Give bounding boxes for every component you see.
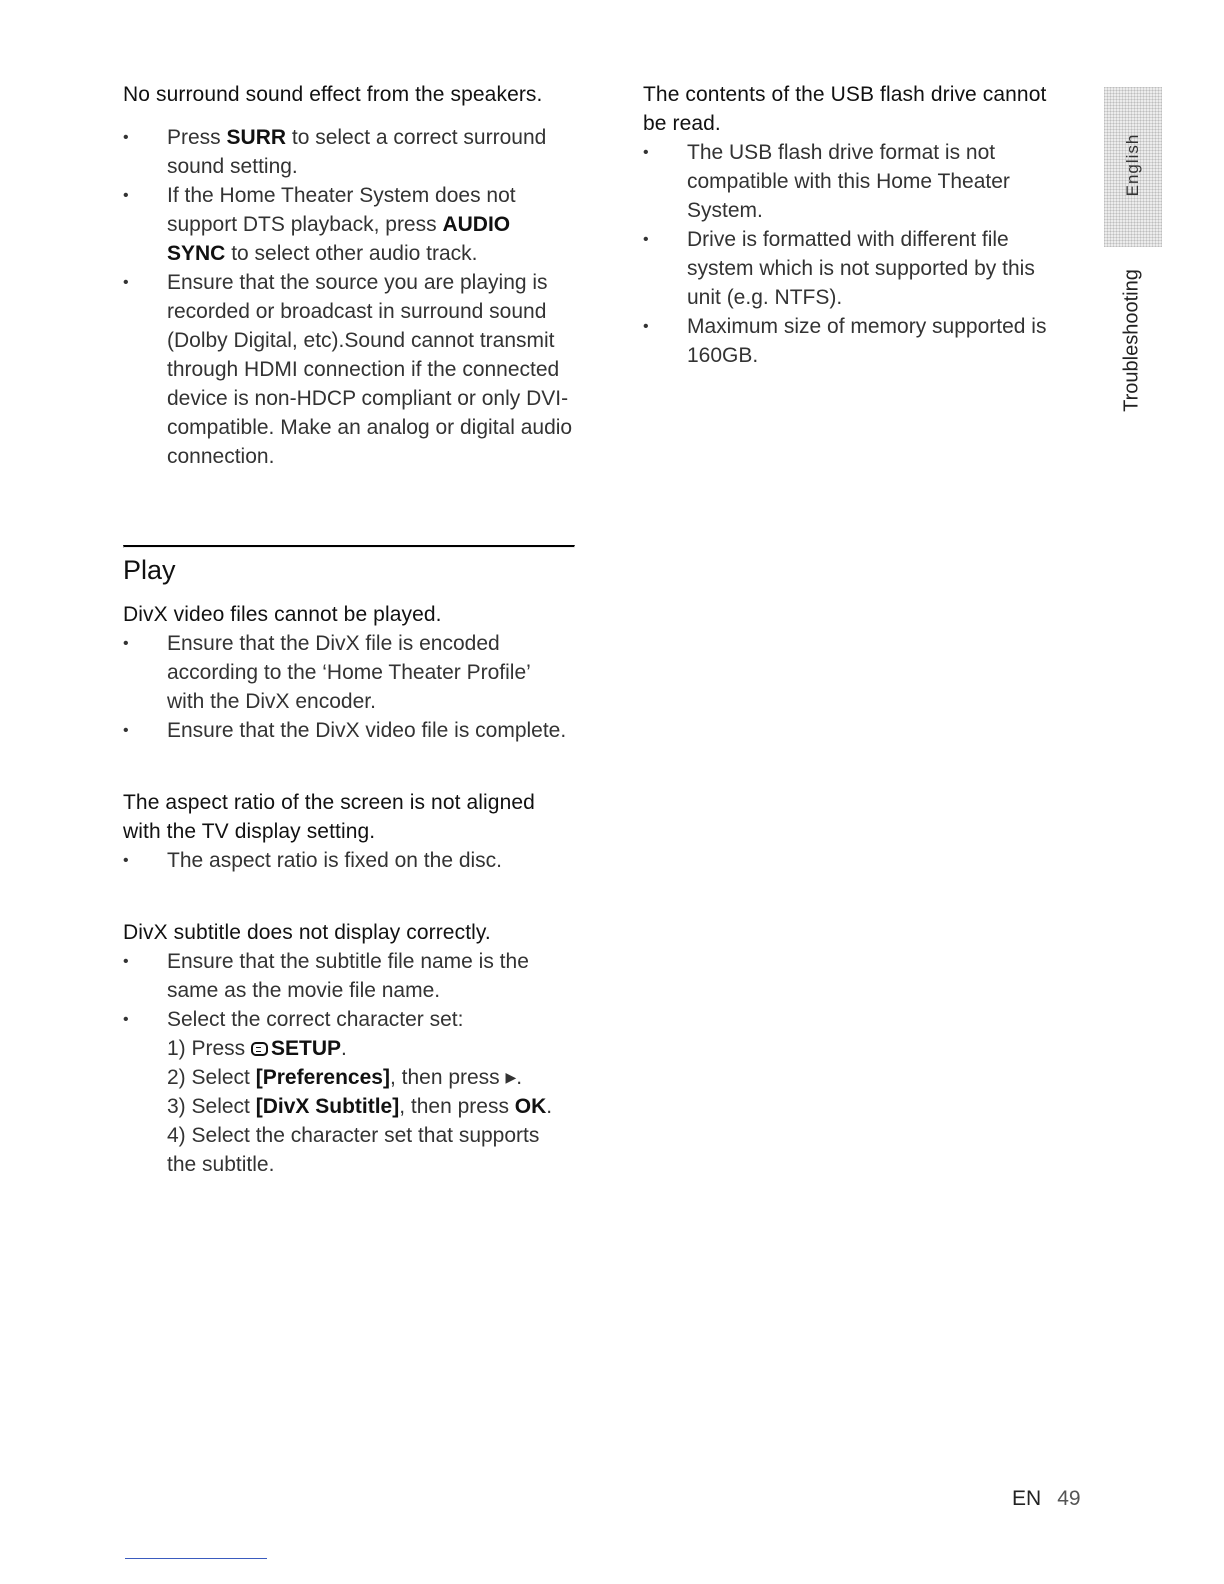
issue-heading: No surround sound effect from the speakers. — [123, 83, 543, 106]
issue-heading: The aspect ratio of the screen is not aligned with the TV display setting. — [123, 791, 535, 843]
step-intro: • Select the correct character set: — [167, 1008, 464, 1031]
page-footer — [1012, 1487, 1081, 1511]
list-item: • Maximum size of memory supported is 160GB. — [643, 312, 1073, 370]
solution-list — [123, 846, 573, 875]
list-item: • Press SURR to select a correct surround sound setting. — [123, 123, 573, 181]
solution-list — [123, 123, 573, 471]
list-item: • Ensure that the DivX file is encoded according to the ‘Home Theater Profile’ with the DivX encoder. — [123, 629, 573, 716]
step-2: 2) Select [Preferences], then press ▶. — [167, 1066, 523, 1089]
step-4: 4) Select the character set that supports the subtitle. — [167, 1124, 540, 1176]
list-item: • The USB flash drive format is not compatible with this Home Theater System. — [643, 138, 1073, 225]
issue-no-surround — [123, 80, 573, 471]
language-tab — [1104, 87, 1162, 247]
setup-icon — [251, 1042, 268, 1056]
play-arrow-icon: ▶ — [505, 1069, 517, 1085]
solution-list — [643, 138, 1073, 370]
list-item: • If the Home Theater System does not support DTS playback, press AUDIO SYNC to select other audio track. — [123, 181, 573, 268]
list-item: • Ensure that the subtitle file name is the same as the movie file name. — [123, 947, 573, 1005]
solution-list — [123, 947, 573, 1179]
footer-language: EN — [1012, 1487, 1042, 1510]
language-label: English — [1123, 133, 1142, 197]
list-item: • Ensure that the DivX video file is complete. — [123, 716, 573, 745]
right-column — [643, 80, 1073, 370]
issue-usb-unreadable — [643, 80, 1073, 370]
issue-heading: The contents of the USB flash drive cannot be read. — [643, 83, 1047, 135]
solution-list — [123, 629, 573, 745]
step-3: 3) Select [DivX Subtitle], then press OK. — [167, 1095, 553, 1118]
section-header-play — [123, 545, 573, 586]
list-item: • Drive is formatted with different file system which is not supported by this unit (e.g. NTFS). — [643, 225, 1073, 312]
footer-divider — [125, 1558, 267, 1559]
list-item: • The aspect ratio is fixed on the disc. — [123, 846, 573, 875]
issue-aspect-ratio — [123, 788, 573, 875]
chapter-label: Troubleshooting — [1120, 269, 1143, 412]
list-item — [123, 1005, 573, 1179]
chapter-tab — [1104, 262, 1162, 422]
section-title: Play — [123, 555, 176, 585]
section-divider — [123, 545, 575, 548]
issue-heading: DivX subtitle does not display correctly. — [123, 921, 491, 944]
page-number: 49 — [1057, 1487, 1081, 1510]
issue-divx-subtitle — [123, 918, 573, 1179]
issue-heading: DivX video files cannot be played. — [123, 603, 442, 626]
issue-divx-not-played — [123, 600, 573, 745]
list-item: • Ensure that the source you are playing is recorded or broadcast in surround sound (Dolby Digital, etc).Sound cannot transmit through HDMI connection if the connected device is non-HDCP compliant or only DVI-compatible. Make an analog or digital audio connection. — [123, 268, 573, 471]
step-1: 1) Press SETUP. — [167, 1037, 347, 1060]
left-column — [123, 80, 573, 1179]
